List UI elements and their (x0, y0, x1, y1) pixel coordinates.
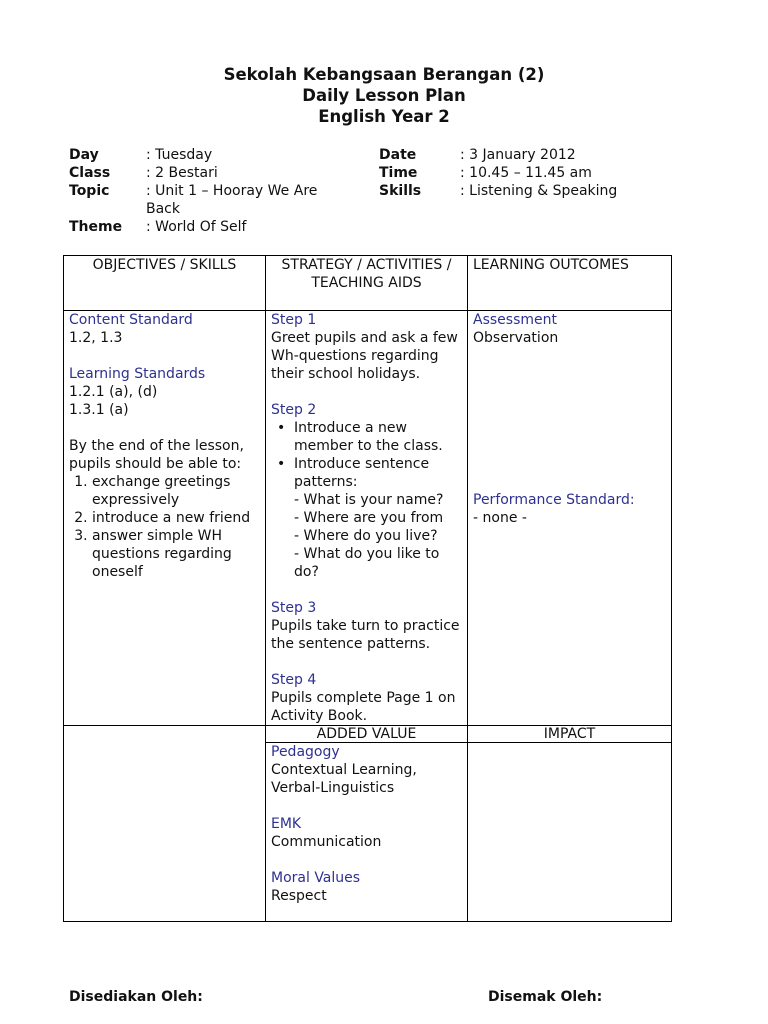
outcomes-cell (468, 311, 672, 726)
objectives-cell (64, 311, 266, 726)
step-1-heading: Step 1 (271, 312, 317, 328)
info-value: : World Of Self (146, 219, 247, 235)
document-title (0, 64, 768, 127)
info-row-day (69, 146, 317, 164)
content-standard-value: 1.2, 1.3 (69, 330, 123, 346)
info-label: Day (69, 147, 99, 163)
lesson-info-left (69, 146, 317, 236)
info-label: Date (379, 147, 417, 163)
prepared-by-label: Disediakan Oleh: (69, 989, 203, 1005)
info-row-time (379, 164, 617, 182)
step-3-text: Pupils take turn to practice the sentence patterns. (271, 618, 460, 652)
step-3-heading: Step 3 (271, 600, 317, 616)
info-label: Class (69, 165, 111, 181)
added-value-header: ADDED VALUE (266, 726, 468, 743)
sentence-pattern: - Where are you from (294, 510, 444, 526)
info-value: : 2 Bestari (146, 165, 218, 181)
sentence-pattern: - Where do you live? (294, 528, 438, 544)
table-body-row (64, 311, 672, 726)
sentence-pattern: - What is your name? (294, 492, 444, 508)
step-2-heading: Step 2 (271, 402, 317, 418)
step-2-list (271, 419, 462, 491)
moral-values-heading: Moral Values (271, 870, 361, 886)
info-row-topic (69, 182, 317, 200)
subject-title: English Year 2 (318, 107, 450, 126)
learning-standard-item: 1.2.1 (a), (d) (69, 384, 158, 400)
info-row-date (379, 146, 617, 164)
info-value-cont: Back (146, 201, 180, 217)
added-value-cell (266, 743, 468, 922)
objective-item: 2. introduce a new friend (92, 509, 260, 527)
column-header-outcomes: LEARNING OUTCOMES (468, 256, 672, 311)
moral-values-value: Respect (271, 888, 327, 904)
content-standard-heading: Content Standard (69, 312, 193, 328)
emk-heading: EMK (271, 816, 302, 832)
info-value: : Unit 1 – Hooray We Are (146, 183, 318, 199)
impact-header: IMPACT (468, 726, 672, 743)
emk-value: Communication (271, 834, 382, 850)
assessment-heading: Assessment (473, 312, 557, 328)
learning-standards-heading: Learning Standards (69, 366, 206, 382)
impact-cell (468, 743, 672, 922)
school-name: Sekolah Kebangsaan Berangan (2) (223, 65, 545, 84)
performance-standard-value: - none - (473, 510, 527, 526)
step-4-text: Pupils complete Page 1 on Activity Book. (271, 690, 456, 724)
doc-title: Daily Lesson Plan (302, 86, 466, 105)
info-label: Topic (69, 183, 110, 199)
column-header-strategy: STRATEGY / ACTIVITIES / TEACHING AIDS (266, 256, 468, 311)
info-row-skills (379, 182, 617, 200)
sub-header-row (64, 726, 672, 743)
objective-item: 1. exchange greetings expressively (92, 473, 260, 509)
info-row-topic-cont (69, 200, 317, 218)
step-4-heading: Step 4 (271, 672, 317, 688)
objectives-cell-continued (64, 726, 266, 922)
lesson-plan-table (63, 255, 672, 922)
objective-item: 3. answer simple WH questions regarding oneself (92, 527, 260, 581)
lesson-info (69, 146, 768, 242)
strategy-cell (266, 311, 468, 726)
info-value: : 10.45 – 11.45 am (460, 165, 592, 181)
info-value: : Listening & Speaking (460, 183, 618, 199)
step-1-text: Greet pupils and ask a few Wh-questions regarding their school holidays. (271, 330, 458, 382)
performance-standard-heading: Performance Standard: (473, 492, 635, 508)
lesson-info-right (379, 146, 617, 200)
table-header-row (64, 256, 672, 311)
info-label: Skills (379, 183, 422, 199)
step-2-bullet: • Introduce sentence patterns: (294, 455, 462, 491)
pedagogy-heading: Pedagogy (271, 744, 340, 760)
pedagogy-value: Contextual Learning, Verbal-Linguistics (271, 762, 417, 796)
info-value: : 3 January 2012 (460, 147, 576, 163)
info-value: : Tuesday (146, 147, 213, 163)
checked-by-label: Disemak Oleh: (488, 989, 603, 1005)
info-row-theme (69, 218, 317, 236)
objectives-list (69, 473, 260, 581)
info-label: Time (379, 165, 418, 181)
info-label: Theme (69, 219, 123, 235)
objectives-intro: By the end of the lesson, pupils should be able to: (69, 438, 244, 472)
assessment-value: Observation (473, 330, 559, 346)
info-row-class (69, 164, 317, 182)
column-header-objectives: OBJECTIVES / SKILLS (64, 256, 266, 311)
learning-standard-item: 1.3.1 (a) (69, 402, 129, 418)
sentence-pattern: - What do you like to do? (294, 546, 440, 580)
step-2-bullet: • Introduce a new member to the class. (294, 419, 462, 455)
